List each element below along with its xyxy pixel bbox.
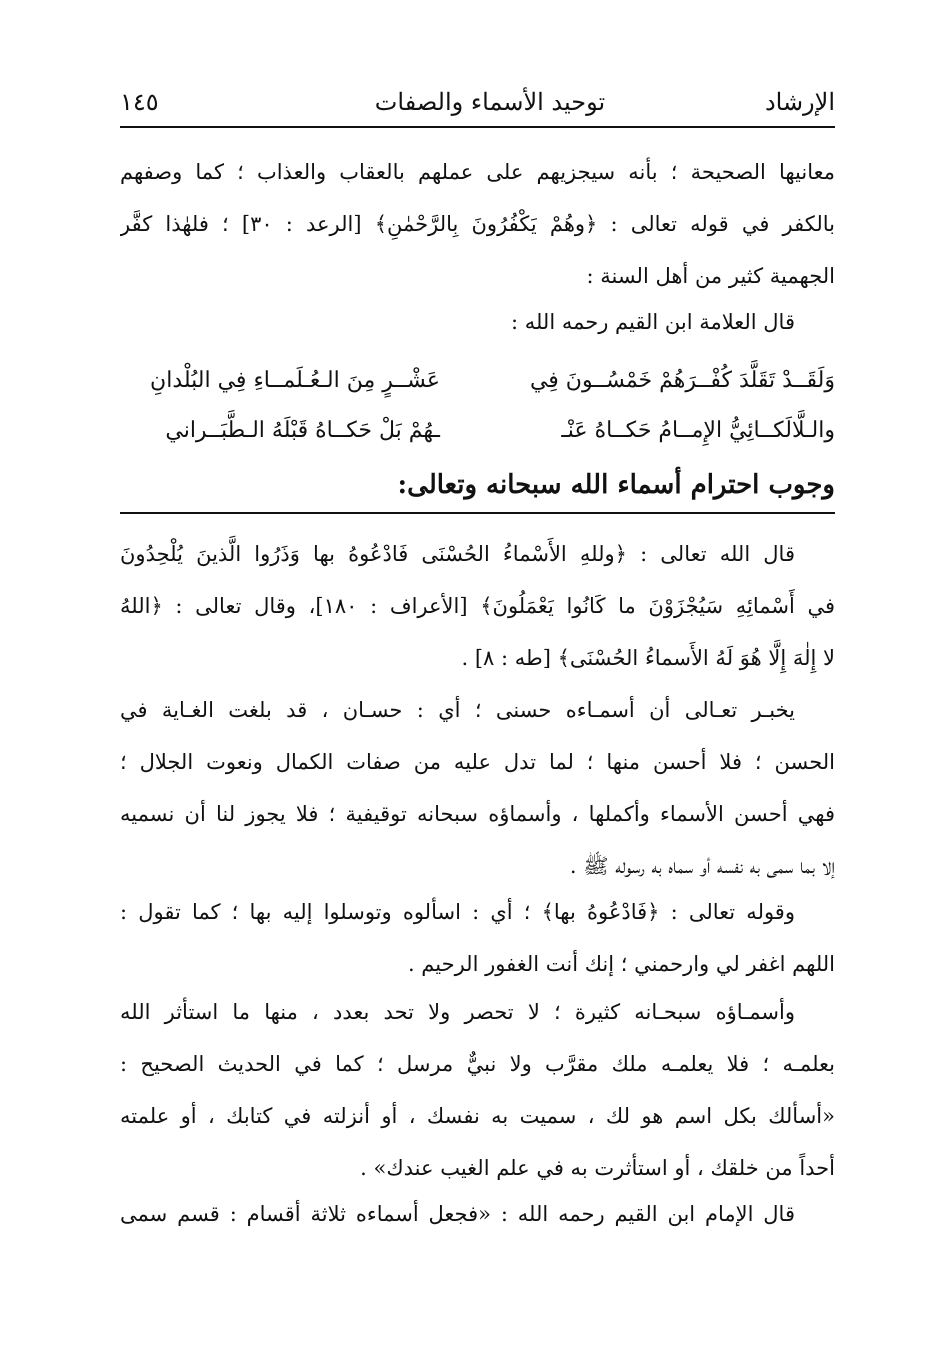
text-line: الجهمية كثير من أهل السنة : (586, 264, 835, 288)
text-line: «أسألك بكل اسم هو لك ، سميت به نفسك ، أو أنزلته في كتابك ، أو علمته (120, 1104, 835, 1128)
text-line: لا إِلٰهَ إِلَّا هُوَ لَهُ الأَسماءُ الحُسْنَى﴾ [طه : ٨] . (461, 646, 835, 670)
text-line: قال الإمام ابن القيم رحمه الله : «فجعل أسماءه ثلاثة أقسام : قسم سمى (120, 1202, 795, 1226)
header-rule (120, 126, 835, 128)
text-line: قال الله تعالى : ﴿وللهِ الأَسْماءُ الحُسْنَى فَادْعُوهُ بها وَذَرُوا الَّذينَ يُلْحِدُونَ (120, 542, 795, 566)
text-line: بعلمـه ؛ فلا يعلمـه ملك مقرَّب ولا نبيٌّ مرسل ؛ كما في الحديث الصحيح : (120, 1052, 835, 1076)
text-line: أحداً من خلقك ، أو استأثرت به في علم الغيب عندك» . (360, 1156, 835, 1180)
text-line: وقوله تعالى : ﴿فَادْعُوهُ بها﴾ ؛ أي : اسألوه وتوسلوا إليه بها ؛ كما تقول : (120, 900, 795, 924)
book-title: الإرشاد (764, 88, 835, 116)
text-line: قال العلامة ابن القيم رحمه الله : (510, 310, 795, 334)
poem-first-hemistich: والـلَّالَكــائِيُّ الإِمــامُ حَكــاهُ عَنْـ (561, 418, 835, 443)
text-line: إلا بما سمى به نفسه أو سماه به رسوله ﷺ . (569, 854, 835, 878)
paragraph-5 (120, 886, 835, 990)
text-line: يخبـر تعـالى أن أسمـاءه حسنى ؛ أي : حسـان ، قد بلغت الغـاية في (120, 698, 795, 722)
paragraph-1 (120, 146, 835, 302)
text-line: وأسمـاؤه سبحـانه كثيرة ؛ لا تحصر ولا تحد بعدد ، منها ما استأثر الله (120, 1000, 795, 1024)
section-heading: وجوب احترام أسماء الله سبحانه وتعالى: (397, 470, 835, 500)
paragraph-3 (120, 528, 835, 684)
paragraph-2 (120, 296, 835, 348)
text-line: الحسن ؛ فلا أحسن منها ؛ لما تدل عليه من صفات الكمال ونعوت الجلال ؛ (120, 750, 835, 774)
text-line: فهي أحسن الأسماء وأكملها ، وأسماؤه سبحانه توقيفية ؛ فلا يجوز لنا أن نسميه (120, 802, 835, 826)
text-line: في أَسْمائِهِ سَيُجْزَوْنَ ما كَانُوا يَعْمَلُونَ﴾ [الأعراف : ١٨٠]، وقال تعالى : ﴿اللهُ (120, 594, 835, 618)
chapter-title: توحيد الأسماء والصفات (374, 88, 606, 116)
paragraph-4 (120, 684, 835, 892)
text-line: اللهم اغفر لي وارحمني ؛ إنك أنت الغفور الرحيم . (407, 952, 835, 976)
paragraph-6 (120, 986, 835, 1194)
running-header (120, 82, 835, 122)
poem-second-hemistich: عَشْــرٍ مِنَ الـعُـلَمــاءِ فِي البُلْدانِ (150, 368, 440, 393)
section-rule (120, 512, 835, 514)
poem-verse (120, 418, 835, 468)
text-line: بالكفر في قوله تعالى : ﴿وهُمْ يَكْفُرُونَ بِالرَّحْمٰنِ﴾ [الرعد : ٣٠] ؛ فلهٰذا كفَّر (120, 212, 835, 236)
text-line: معانيها الصحيحة ؛ بأنه سيجزيهم على عملهم بالعقاب والعذاب ؛ كما وصفهم (120, 160, 835, 184)
poem-first-hemistich: وَلَقَــدْ تَقَلَّدَ كُفْــرَهُمْ خَمْسُــونَ فِي (529, 368, 835, 393)
poem (120, 368, 835, 468)
page-number: ١٤٥ (120, 88, 159, 116)
poem-second-hemistich: ـهُمْ بَلْ حَكــاهُ قَبْلَهُ الـطَّبَــراني (165, 418, 440, 443)
poem-verse (120, 368, 835, 418)
paragraph-7 (120, 1188, 835, 1240)
